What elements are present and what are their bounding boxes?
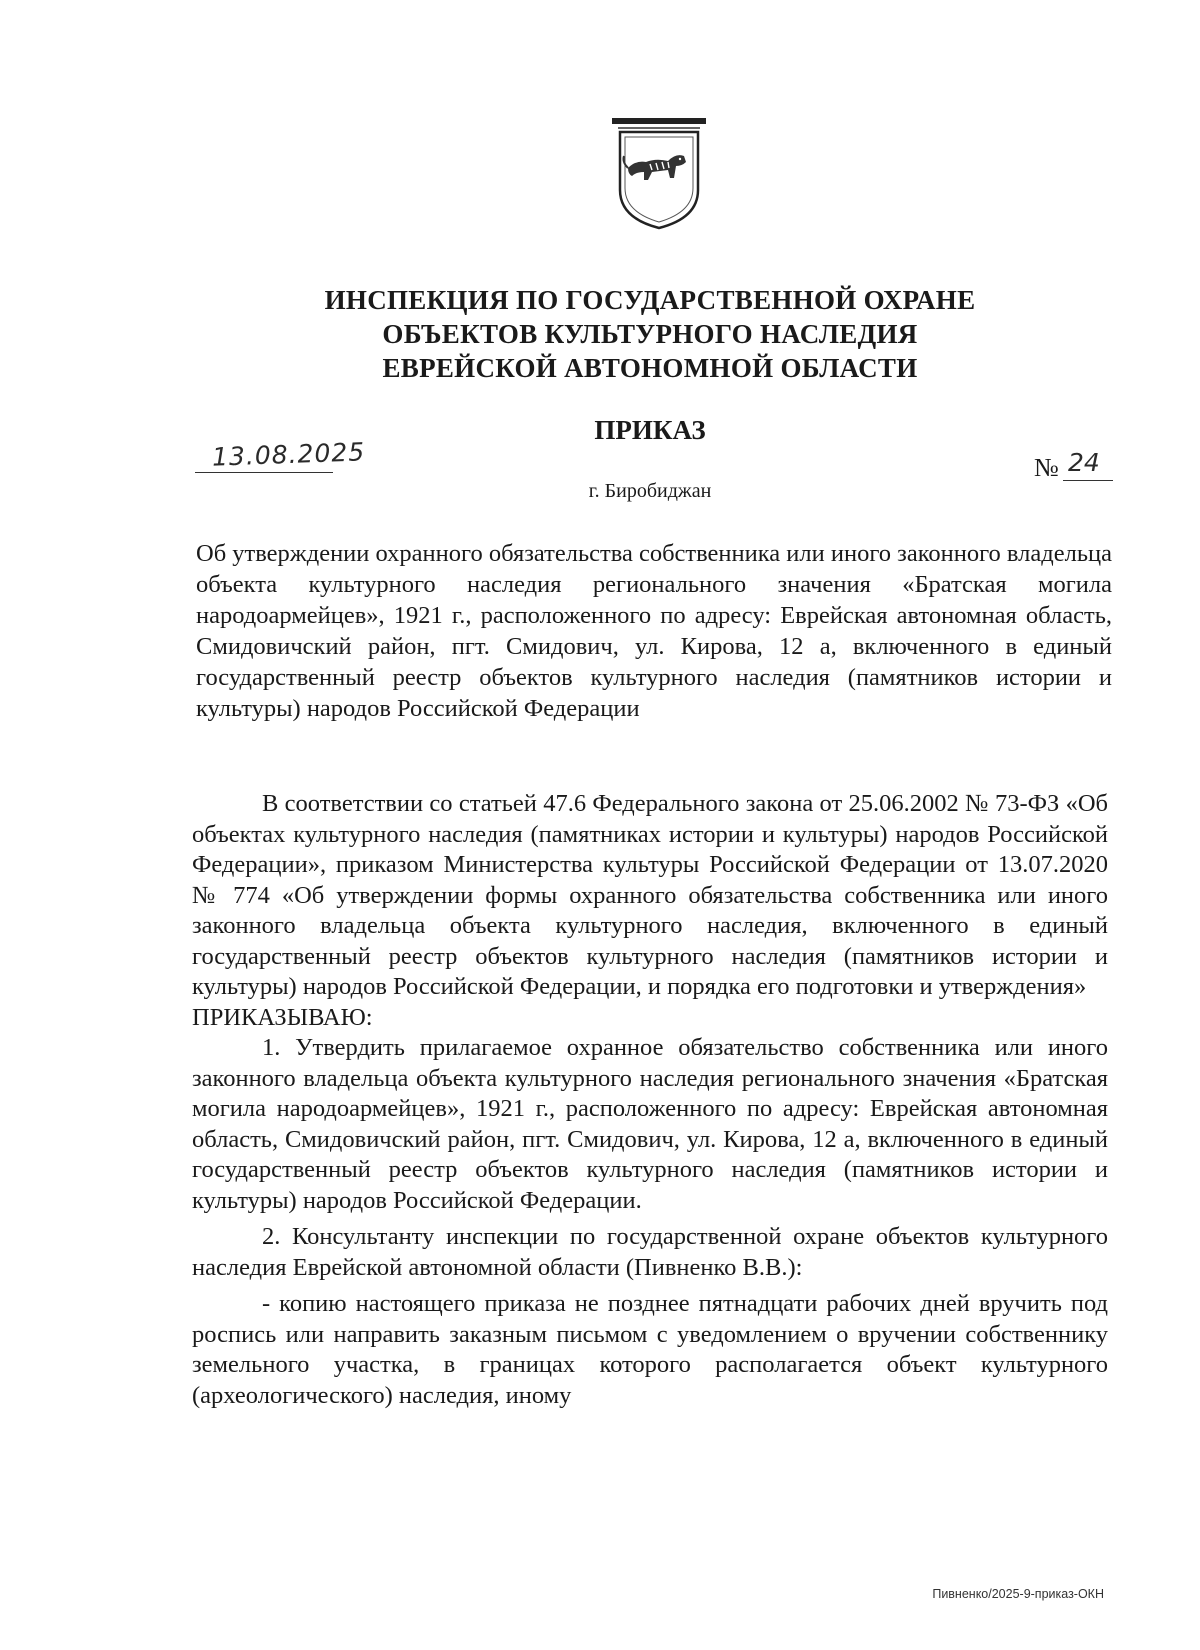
order-title: ПРИКАЗ (594, 415, 706, 445)
header-line-3: ЕВРЕЙСКОЙ АВТОНОМНОЙ ОБЛАСТИ (382, 353, 918, 383)
number-underline (1063, 480, 1113, 481)
order-date: 13.08.2025 (211, 437, 366, 472)
organization-header (200, 283, 1100, 385)
header-line-2: ОБЪЕКТОВ КУЛЬТУРНОГО НАСЛЕДИЯ (382, 319, 918, 349)
order-number-label: № (1034, 453, 1059, 482)
coat-of-arms-emblem (612, 118, 706, 230)
order-subject: Об утверждении охранного обязательства собственника или иного законного владельца объекта культурного наследия регионального значения «Братская могила народоармейцев», 1921 г., расположенного по адресу: Еврейская автономная область, Смидовичский район, пгт. Смидович, ул. Кирова, 12 а, включенного в единый государственный реестр объектов культурного наследия (памятников истории и культуры) народов Российской Федерации (196, 540, 1112, 722)
preamble-paragraph: В соответствии со статьей 47.6 Федерального закона от 25.06.2002 № 73-ФЗ «Об объектах культурного наследия (памятниках истории и культуры) народов Российской Федерации», приказом Министерства культуры Российской Федерации от 13.07.2020 № 774 «Об утверждении формы охранного обязательства собственника или иного законного владельца объекта культурного наследия, включенного в единый государственный реестр объектов культурного наследия (памятников истории и культуры) народов Российской Федерации, и порядка его подготовки и утверждения» (192, 790, 1108, 1000)
order-word: ПРИКАЗЫВАЮ: (192, 1003, 373, 1031)
order-item-2: 2. Консультанту инспекции по государственной охране объектов культурного наследия Еврейской автономной области (Пивненко В.В.): (192, 1223, 1108, 1281)
order-item-2-sub: - копию настоящего приказа не позднее пятнадцати рабочих дней вручить под роспись или направить заказным письмом с уведомлением о вручении собственнику земельного участка, в границах которого располагается объект культурного (археологического) наследия, иному (192, 1290, 1108, 1409)
date-underline (195, 472, 333, 473)
order-number: 24 (1068, 448, 1100, 477)
order-city: г. Биробиджан (588, 480, 712, 502)
order-body (192, 789, 1108, 1411)
document-footer-code: Пивненко/2025-9-приказ-ОКН (932, 1587, 1104, 1601)
header-line-1: ИНСПЕКЦИЯ ПО ГОСУДАРСТВЕННОЙ ОХРАНЕ (324, 285, 976, 315)
order-item-1: 1. Утвердить прилагаемое охранное обязательство собственника или иного законного владельца объекта культурного наследия регионального значения «Братская могила народоармейцев», 1921 г., расположенного по адресу: Еврейская автономная область, Смидовичский район, пгт. Смидович, ул. Кирова, 12 а, включенного в единый государственный реестр объектов культурного наследия (памятников истории и культуры) народов Российской Федерации. (192, 1034, 1108, 1214)
